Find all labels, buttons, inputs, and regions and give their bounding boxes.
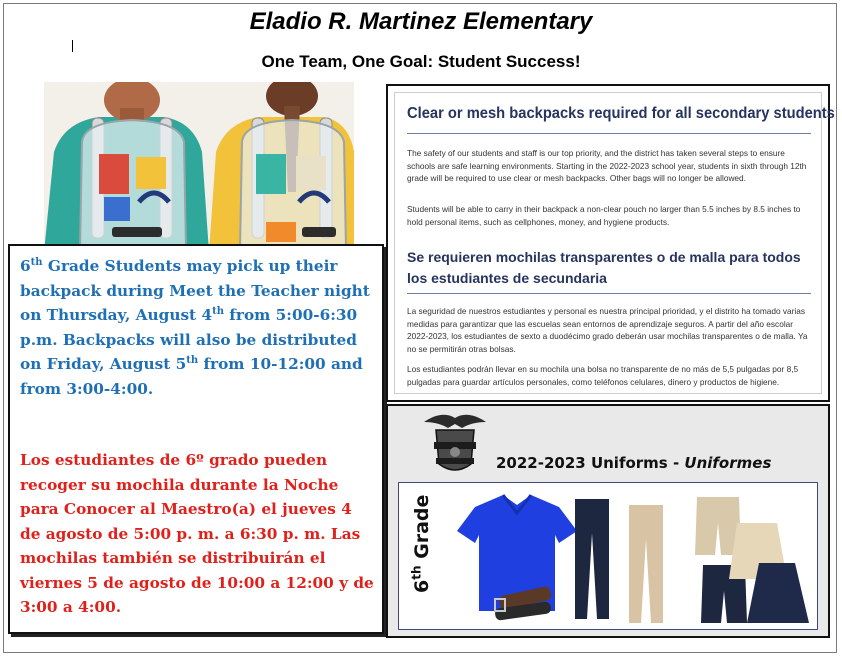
uniform-items-icon — [399, 483, 818, 630]
school-eagle-logo — [422, 408, 488, 478]
uniform-items-panel — [398, 482, 818, 630]
backpack-pickup-notice — [8, 244, 384, 634]
clear-backpacks-illustration — [44, 82, 354, 252]
policy-paragraph-1-spanish: La seguridad de nuestros estudiantes y personal es nuestra principal prioridad, y el distrito ha tomado varias medidas para garantizar que las escuelas sean entornos de aprendizaje seguros. A partir del año escolar 2022-2023, los estudiantes de sexto a duodécimo grado deberán usar mochilas transparentes o de malla. Ya no se permitirán otras bolsas. — [407, 306, 808, 354]
uniforms-title: 2022-2023 Uniforms - Uniformes — [496, 454, 772, 472]
divider — [407, 293, 811, 294]
text-cursor — [72, 40, 73, 52]
notice-spanish: Los estudiantes de 6º grado pueden recoger su mochila durante la Noche para Conocer al Maestro(a) el jueves 4 de agosto de 5:00 p. m. a 6:30 p. m. Las mochilas también se distribuirán el viernes 5 de agosto de 10:00 a 12:00 y de 3:00 a 4:00. — [20, 451, 374, 616]
navy-pants-icon — [575, 499, 609, 619]
uniforms-box — [386, 404, 830, 638]
policy-paragraph-2-spanish: Los estudiantes podrán llevar en su mochila una bolsa no transparente de no más de 5,5 pulgadas por 8,5 pulgadas para guardar artículos personales, como teléfonos celulares, dinero y productos de higiene. — [407, 364, 799, 387]
students-with-clear-backpacks-icon — [44, 82, 354, 252]
khaki-pants-icon — [629, 505, 663, 623]
policy-heading-spanish: Se requieren mochilas transparentes o de malla para todos los estudiantes de secundaria — [407, 249, 801, 286]
eagle-crest-icon — [422, 408, 488, 478]
divider — [407, 133, 811, 134]
school-title: Eladio R. Martinez Elementary — [249, 8, 593, 35]
grade-label: 6th Grade — [409, 494, 433, 593]
policy-heading-english: Clear or mesh backpacks required for all secondary students — [407, 105, 835, 122]
policy-paragraph-2-english: Students will be able to carry in their backpack a non-clear pouch no larger than 5.5 inches by 8.5 inches to hold personal items, such as cellphones, money, and hygiene products. — [407, 204, 801, 227]
policy-panel — [394, 92, 835, 394]
school-motto: One Team, One Goal: Student Success! — [261, 52, 581, 71]
notice-english: 6th Grade Students may pick up their backpack during Meet the Teacher night on Thursday, August 4th from 5:00-6:30 p.m. Backpacks will also be distributed on Friday, August 5th from 10-12:00 and from 3:00-4:00. — [20, 256, 370, 398]
policy-paragraph-1-english: The safety of our students and staff is our top priority, and the district has taken several steps to ensure schools are safe learning environments. Starting in the 2022-2023 school year, students in sixth through 12th grade will be required to use clear or mesh backpacks. Other bags will no longer be allowed. — [407, 148, 807, 184]
backpack-policy-box — [386, 84, 835, 402]
